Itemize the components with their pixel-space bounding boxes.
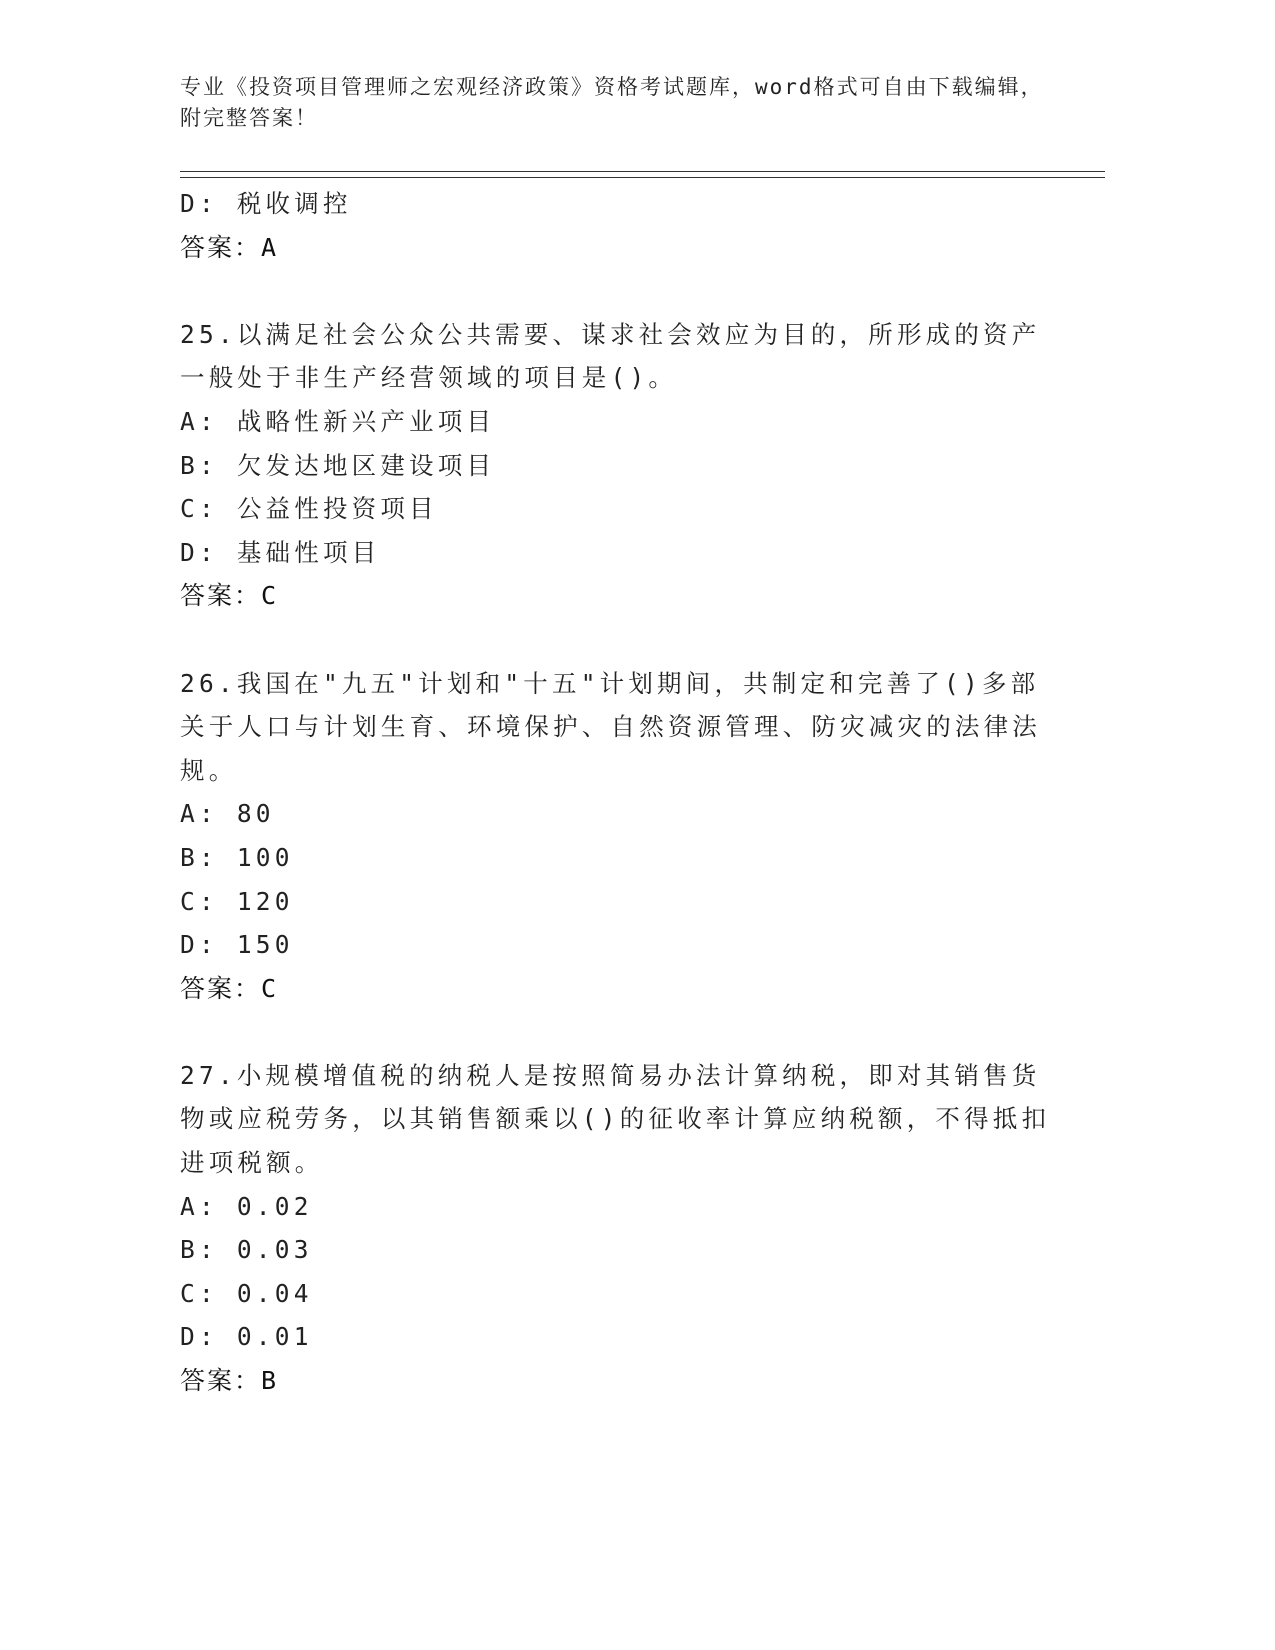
option-b: B: 100 — [180, 842, 294, 872]
answer-value: A — [261, 232, 277, 262]
spacer — [180, 1010, 1060, 1054]
answer-label: 答案： — [180, 581, 262, 611]
option-a: A: 0.02 — [180, 1191, 313, 1221]
answer-label: 答案： — [180, 973, 262, 1003]
spacer — [180, 269, 1060, 313]
answer-line — [180, 967, 1060, 1011]
option-d: D: 0.01 — [180, 1322, 313, 1352]
question-stem: 26.我国在"九五"计划和"十五"计划期间，共制定和完善了()多部关于人口与计划生育、环境保护、自然资源管理、防灾减灾的法律法规。 — [180, 668, 1041, 785]
option-c: C: 公益性投资项目 — [180, 494, 438, 524]
answer-line — [180, 574, 1060, 618]
option-d: D: 基础性项目 — [180, 537, 381, 567]
question-stem: 27.小规模增值税的纳税人是按照简易办法计算纳税，即对其销售货物或应税劳务，以其销售额乘以()的征收率计算应纳税额，不得抵扣进项税额。 — [180, 1060, 1051, 1178]
option-b: B: 0.03 — [180, 1235, 313, 1265]
option-c: C: 0.04 — [180, 1278, 313, 1308]
header-divider-top — [180, 171, 1105, 172]
answer-line — [180, 226, 1060, 270]
option-a: A: 80 — [180, 799, 275, 829]
option-a: A: 战略性新兴产业项目 — [180, 406, 496, 436]
option-c: C: 120 — [180, 886, 294, 916]
header-divider-bottom — [180, 177, 1105, 178]
answer-value: C — [261, 973, 277, 1003]
question-stem: 25.以满足社会公众公共需要、谋求社会效应为目的，所形成的资产一般处于非生产经营领域的项目是()。 — [180, 319, 1041, 393]
question-list — [180, 182, 1060, 1403]
option-d: D: 税收调控 — [180, 189, 352, 218]
page-header: 专业《投资项目管理师之宏观经济政策》资格考试题库，word格式可自由下载编辑，附完整答案！ — [180, 75, 1044, 130]
answer-label: 答案： — [180, 232, 262, 262]
answer-label: 答案： — [180, 1366, 262, 1396]
answer-value: C — [261, 581, 277, 611]
spacer — [180, 618, 1060, 662]
option-d: D: 150 — [180, 930, 294, 960]
answer-line — [180, 1359, 1060, 1403]
answer-value: B — [261, 1366, 277, 1396]
option-b: B: 欠发达地区建设项目 — [180, 450, 496, 480]
